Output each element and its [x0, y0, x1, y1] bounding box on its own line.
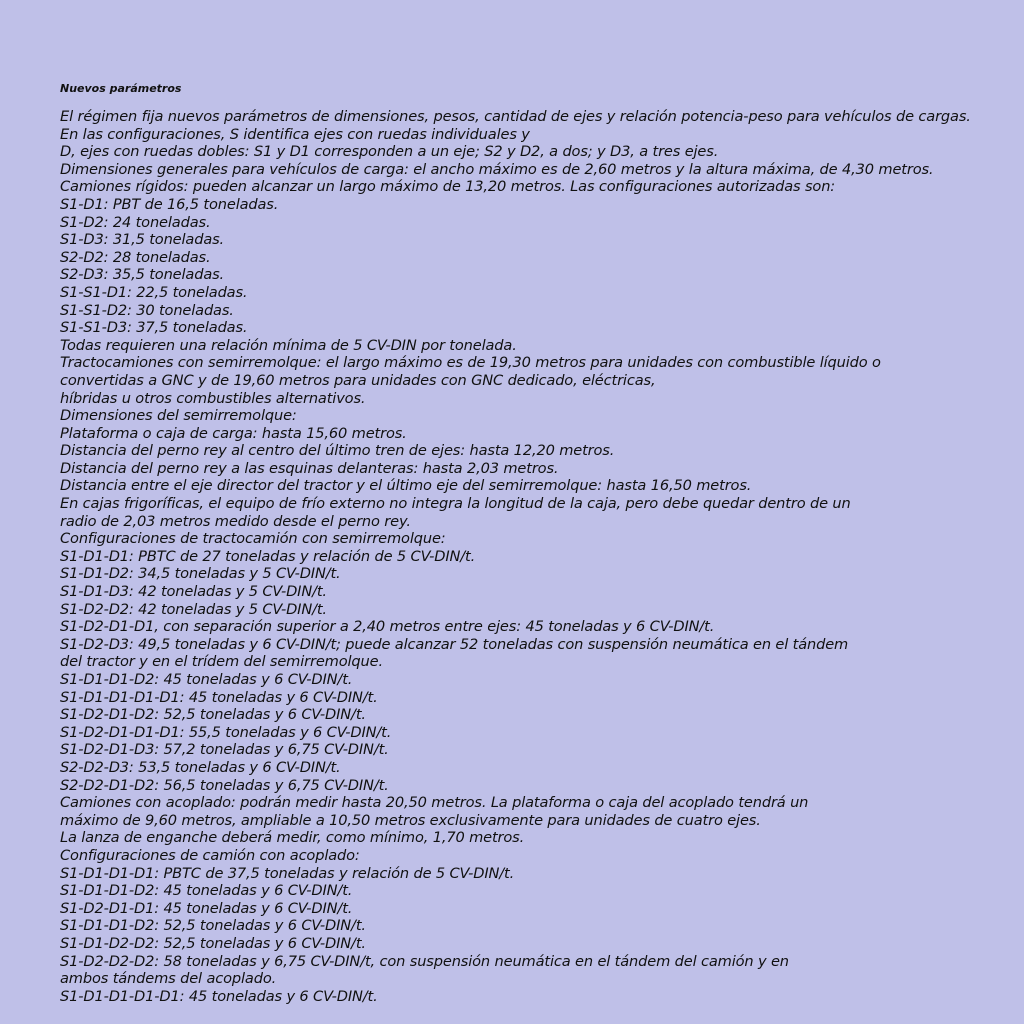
text-line: S1-D1-D1-D2: 52,5 toneladas y 6 CV-DIN/t.: [60, 917, 366, 935]
text-line: del tractor y en el trídem del semirremolque.: [60, 653, 383, 671]
text-line: Camiones con acoplado: podrán medir hasta 20,50 metros. La plataforma o caja del acoplado tendrá un: [60, 794, 809, 812]
text-line: S1-D1-D1-D1-D1: 45 toneladas y 6 CV-DIN/t.: [60, 987, 378, 1005]
text-line: S2-D2: 28 toneladas.: [60, 248, 211, 266]
text-line: S1-D2-D1-D1: 45 toneladas y 6 CV-DIN/t.: [60, 899, 353, 917]
text-line: Dimensiones del semirremolque:: [60, 407, 297, 425]
text-line: S1-D2-D2: 42 toneladas y 5 CV-DIN/t.: [60, 600, 327, 618]
text-line: ambos tándems del acoplado.: [60, 970, 277, 988]
text-line: En cajas frigoríficas, el equipo de frío externo no integra la longitud de la caja, pero debe quedar dentro de un: [60, 495, 851, 513]
text-line: S1-D2-D1-D3: 57,2 toneladas y 6,75 CV-DIN/t.: [60, 741, 389, 759]
text-line: S1-D2-D1-D1-D1: 55,5 toneladas y 6 CV-DIN/t.: [60, 723, 392, 741]
text-line: Dimensiones generales para vehículos de carga: el ancho máximo es de 2,60 metros y la altura máxima, de 4,30 metros.: [60, 160, 934, 178]
text-line: Distancia del perno rey al centro del último tren de ejes: hasta 12,20 metros.: [60, 442, 615, 460]
text-line: S1-D2-D2-D2: 58 toneladas y 6,75 CV-DIN/t, con suspensión neumática en el tándem del camión y en: [60, 952, 789, 970]
text-line: S1-D2-D1-D2: 52,5 toneladas y 6 CV-DIN/t.: [60, 706, 366, 724]
text-line: Configuraciones de tractocamión con semirremolque:: [60, 530, 446, 548]
text-line: S1-D1-D2: 34,5 toneladas y 5 CV-DIN/t.: [60, 565, 341, 583]
text-lines: [60, 108, 1010, 1005]
text-line: convertidas a GNC y de 19,60 metros para unidades con GNC dedicado, eléctricas,: [60, 371, 656, 389]
text-line: S1-D1-D1: PBTC de 27 toneladas y relación de 5 CV-DIN/t.: [60, 547, 476, 565]
text-line: S2-D2-D1-D2: 56,5 toneladas y 6,75 CV-DIN/t.: [60, 776, 389, 794]
text-line: S1-D1-D2-D2: 52,5 toneladas y 6 CV-DIN/t.: [60, 934, 366, 952]
text-line: S1-D1-D1-D2: 45 toneladas y 6 CV-DIN/t.: [60, 671, 353, 688]
text-line: Distancia entre el eje director del tractor y el último eje del semirremolque: hasta 16,50 metros.: [60, 477, 752, 495]
text-line: S1-D1-D3: 42 toneladas y 5 CV-DIN/t.: [60, 583, 327, 601]
text-line: S1-S1-D2: 30 toneladas.: [60, 301, 234, 319]
text-line: híbridas u otros combustibles alternativos.: [60, 389, 366, 407]
text-line: S1-D1-D1-D1-D1: 45 toneladas y 6 CV-DIN/t.: [60, 688, 378, 706]
text-line: En las configuraciones, S identifica ejes con ruedas individuales y: [60, 125, 530, 143]
text-line: Configuraciones de camión con acoplado:: [60, 846, 360, 864]
text-line: S1-D2-D1-D1, con separación superior a 2,40 metros entre ejes: 45 toneladas y 6 CV-DIN/t.: [60, 618, 715, 636]
text-line: El régimen fija nuevos parámetros de dimensiones, pesos, cantidad de ejes y relación potencia-peso para vehículos de cargas.: [60, 108, 971, 125]
text-line: S1-D1-D1-D1: PBTC de 37,5 toneladas y relación de 5 CV-DIN/t.: [60, 864, 515, 882]
text-line: Distancia del perno rey a las esquinas delanteras: hasta 2,03 metros.: [60, 459, 559, 477]
text-line: Plataforma o caja de carga: hasta 15,60 metros.: [60, 424, 407, 442]
text-line: S1-S1-D3: 37,5 toneladas.: [60, 319, 248, 337]
text-line: Camiones rígidos: pueden alcanzar un largo máximo de 13,20 metros. Las configuraciones autorizadas son:: [60, 178, 836, 196]
text-line: Todas requieren una relación mínima de 5 CV-DIN por tonelada.: [60, 336, 517, 354]
text-line: radio de 2,03 metros medido desde el perno rey.: [60, 512, 411, 530]
text-line: S1-D2: 24 toneladas.: [60, 213, 211, 231]
text-line: La lanza de enganche deberá medir, como mínimo, 1,70 metros.: [60, 829, 525, 847]
text-line: S1-D1: PBT de 16,5 toneladas.: [60, 195, 279, 213]
text-line: S1-S1-D1: 22,5 toneladas.: [60, 283, 248, 301]
text-line: máximo de 9,60 metros, ampliable a 10,50 metros exclusivamente para unidades de cuatro ejes.: [60, 811, 761, 829]
text-line: S1-D2-D3: 49,5 toneladas y 6 CV-DIN/t; puede alcanzar 52 toneladas con suspensión neumática en el tándem: [60, 635, 849, 653]
text-line: S1-D1-D1-D2: 45 toneladas y 6 CV-DIN/t.: [60, 882, 353, 900]
text-line: S2-D2-D3: 53,5 toneladas y 6 CV-DIN/t.: [60, 758, 341, 776]
text-line: Tractocamiones con semirremolque: el largo máximo es de 19,30 metros para unidades con combustible líquido o: [60, 354, 881, 372]
section-heading: Nuevos parámetros: [60, 82, 182, 95]
document-body: [60, 82, 1010, 1005]
text-line: D, ejes con ruedas dobles: S1 y D1 corresponden a un eje; S2 y D2, a dos; y D3, a tres ejes.: [60, 143, 719, 161]
text-line: S1-D3: 31,5 toneladas.: [60, 231, 225, 249]
text-line: S2-D3: 35,5 toneladas.: [60, 266, 225, 284]
